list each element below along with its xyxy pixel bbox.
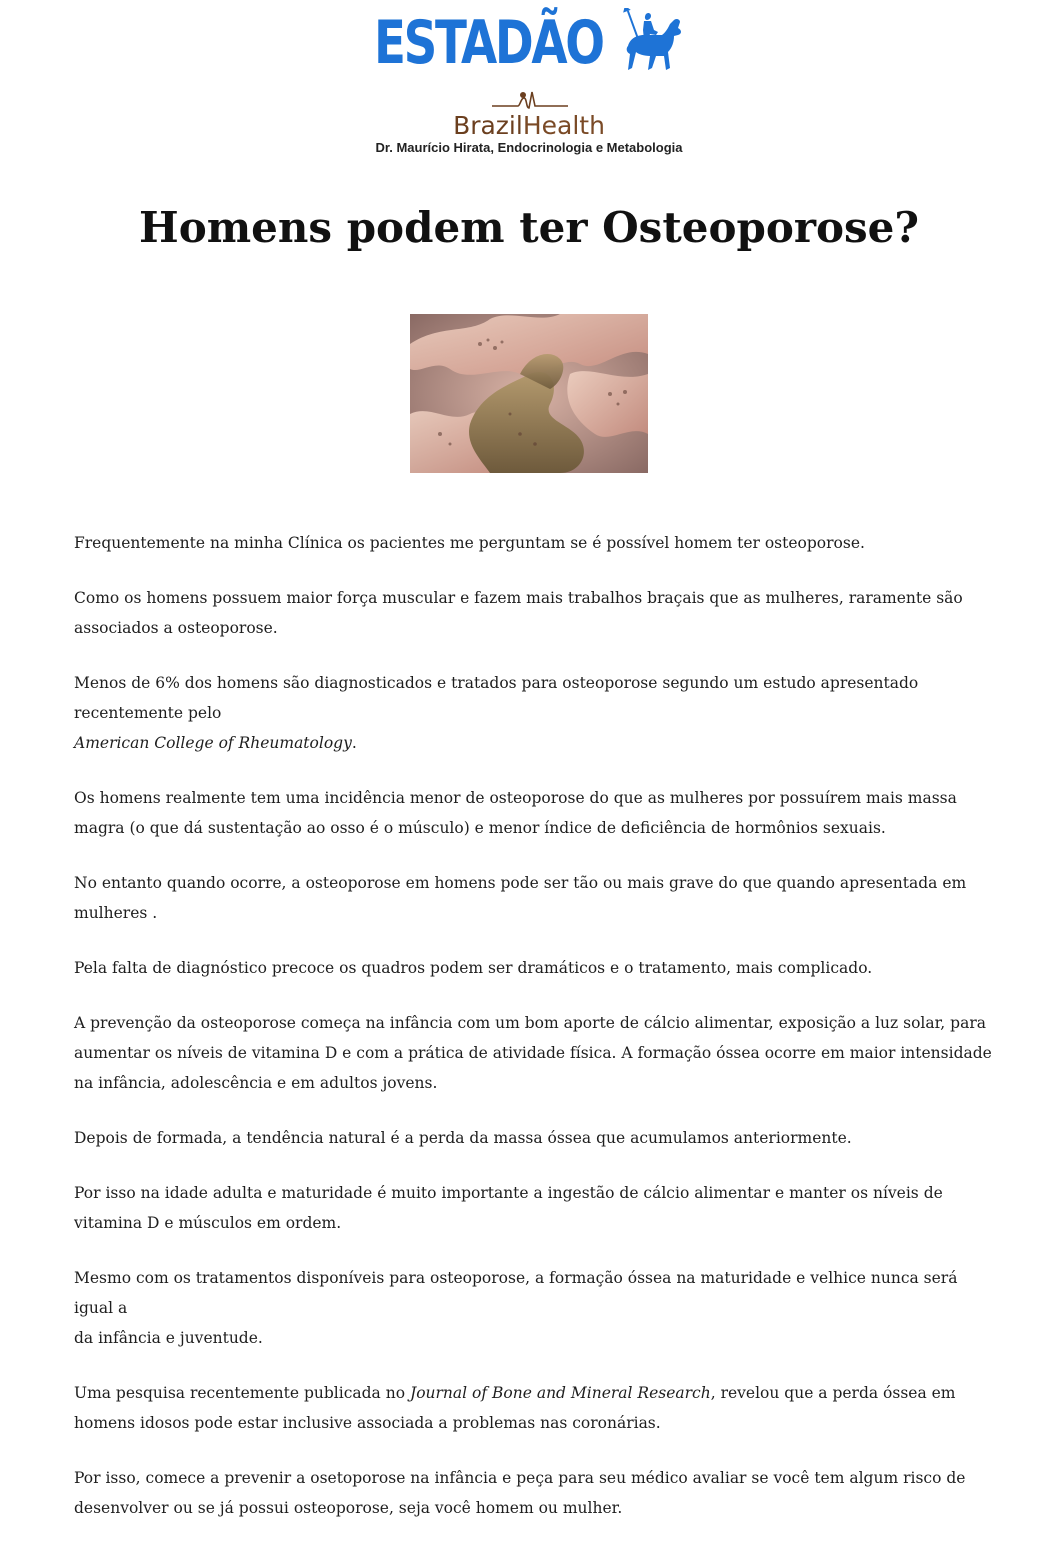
masthead — [0, 8, 1058, 78]
paragraph-2: Como os homens possuem maior força muscular e fazem mais trabalhos braçais que as mulheres, raramente são associados a osteoporose. — [74, 589, 963, 637]
knight-on-horse-icon — [618, 8, 686, 76]
brand-name-part2: Health — [522, 111, 605, 140]
paragraph-12: Por isso, comece a prevenir a osetoporose na infância e peça para seu médico avaliar se você tem algum risco de desenvolver ou se já possui osteoporose, seja você homem ou mulher. — [74, 1469, 966, 1517]
paragraph-11: Uma pesquisa recentemente publicada no Journal of Bone and Mineral Research, revelou que a perda óssea em homens idosos pode estar inclusive associada a problemas nas coronárias. — [74, 1384, 956, 1432]
article-body — [74, 528, 994, 1548]
paragraph-9: Por isso na idade adulta e maturidade é muito importante a ingestão de cálcio alimentar e manter os níveis de vitamina D e músculos em ordem. — [74, 1184, 943, 1232]
paragraph-10: Mesmo com os tratamentos disponíveis para osteoporose, a formação óssea na maturidade e velhice nunca será igual a da infância e juventude. — [74, 1269, 958, 1347]
paragraph-7: A prevenção da osteoporose começa na infância com um bom aporte de cálcio alimentar, exposição a luz solar, para aumentar os níveis de vitamina D e com a prática de atividade física. A formação óssea ocorre em maior intensidade na infância, adolescência e em adultos jovens. — [74, 1014, 992, 1092]
journal-name: Journal of Bone and Mineral Research — [409, 1384, 711, 1402]
heartbeat-line-icon — [490, 86, 570, 112]
brand-name[interactable] — [0, 112, 1058, 140]
brand-block — [0, 86, 1058, 158]
paragraph-8: Depois de formada, a tendência natural é a perda da massa óssea que acumulamos anteriormente. — [74, 1129, 852, 1147]
paragraph-1: Frequentemente na minha Clínica os pacientes me perguntam se é possível homem ter osteoporose. — [74, 534, 865, 552]
source-name: American College of Rheumatology — [74, 734, 352, 752]
paragraph-6: Pela falta de diagnóstico precoce os quadros podem ser dramáticos e o tratamento, mais complicado. — [74, 959, 873, 977]
brand-subtitle: Dr. Maurício Hirata, Endocrinologia e Metabologia — [375, 140, 683, 155]
article-title: Homens podem ter Osteoporose? — [139, 203, 919, 252]
brand-name-part1: Brazil — [453, 111, 523, 140]
masthead-title[interactable]: ESTADÃO — [374, 8, 603, 78]
bone-tissue-image — [410, 314, 648, 473]
paragraph-5: No entanto quando ocorre, a osteoporose em homens pode ser tão ou mais grave do que quando apresentada em mulheres . — [74, 874, 967, 922]
paragraph-3: Menos de 6% dos homens são diagnosticados e tratados para osteoporose segundo um estudo apresentado recentemente pelo American College of Rheumatology. — [74, 674, 919, 752]
bone-tissue-illustration — [410, 314, 648, 473]
paragraph-4: Os homens realmente tem uma incidência menor de osteoporose do que as mulheres por possuírem mais massa magra (o que dá sustentação ao osso é o músculo) e menor índice de deficiência de hormônios sexuais. — [74, 789, 957, 837]
